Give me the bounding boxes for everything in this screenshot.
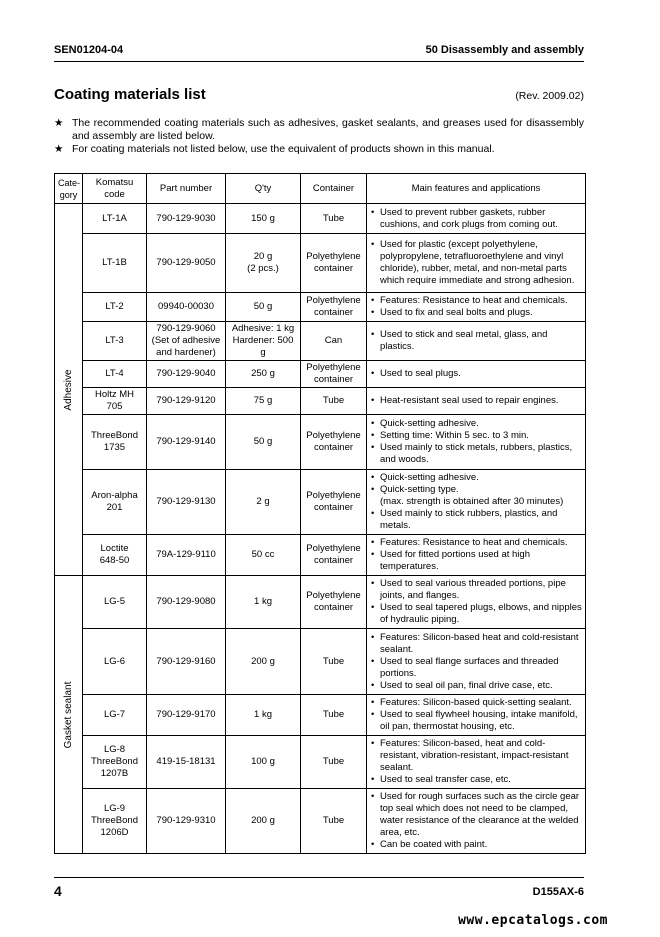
komatsu-code-cell: LG-6: [83, 629, 147, 695]
quantity-cell: 20 g (2 pcs.): [226, 234, 301, 293]
category-cell: [55, 204, 83, 576]
feature-item: • Features: Silicon-based heat and cold-resistant sealant.: [371, 632, 582, 656]
quantity-cell: 50 g: [226, 293, 301, 322]
komatsu-code-cell: Holtz MH 705: [83, 388, 147, 415]
quantity-cell: 1 kg: [226, 695, 301, 736]
container-cell: Tube: [301, 204, 367, 234]
table-row: [55, 204, 586, 234]
quantity-cell: 2 g: [226, 470, 301, 535]
part-number-cell: 790-129-9310: [147, 789, 226, 854]
table-header-row: [55, 174, 586, 204]
table-row: [55, 789, 586, 854]
feature-item: • Used to seal flange surfaces and threaded portions.: [371, 656, 582, 680]
komatsu-code-cell: LG-8 ThreeBond 1207B: [83, 736, 147, 789]
komatsu-code-cell: LT-1A: [83, 204, 147, 234]
header-features: Main features and applications: [367, 174, 586, 204]
table-row: [55, 293, 586, 322]
features-cell: [367, 470, 586, 535]
note-1: [54, 117, 584, 143]
komatsu-code-cell: LT-3: [83, 322, 147, 361]
komatsu-code-cell: ThreeBond 1735: [83, 415, 147, 470]
container-cell: Polyethylene container: [301, 234, 367, 293]
part-number-cell: 790-129-9160: [147, 629, 226, 695]
quantity-cell: 50 g: [226, 415, 301, 470]
part-number-cell: 790-129-9040: [147, 361, 226, 388]
features-cell: [367, 535, 586, 576]
features-cell: [367, 415, 586, 470]
features-cell: [367, 629, 586, 695]
komatsu-code-cell: LG-5: [83, 576, 147, 629]
container-cell: Polyethylene container: [301, 470, 367, 535]
part-number-cell: 790-129-9060 (Set of adhesive and hardener): [147, 322, 226, 361]
header-code: Komatsu code: [83, 174, 147, 204]
feature-item: • Used mainly to stick rubbers, plastics, and metals.: [371, 508, 582, 532]
section-title: 50 Disassembly and assembly: [425, 44, 584, 56]
part-number-cell: 790-129-9120: [147, 388, 226, 415]
part-number-cell: 09940-00030: [147, 293, 226, 322]
container-cell: Tube: [301, 388, 367, 415]
document-id: SEN01204-04: [54, 44, 124, 56]
category-label: Adhesive: [62, 368, 74, 411]
feature-item: • Used to seal oil pan, final drive case, etc.: [371, 680, 582, 692]
feature-item: • Used to seal flywheel housing, intake manifold, oil pan, thermostat housing, etc.: [371, 709, 582, 733]
feature-item: • Quick-setting type. (max. strength is obtained after 30 minutes): [371, 484, 582, 508]
feature-item: • Used mainly to stick metals, rubbers, plastics, and woods.: [371, 442, 582, 466]
komatsu-code-cell: Aron-alpha 201: [83, 470, 147, 535]
part-number-cell: 790-129-9050: [147, 234, 226, 293]
features-cell: [367, 789, 586, 854]
revision-label: (Rev. 2009.02): [515, 90, 584, 102]
quantity-cell: 50 cc: [226, 535, 301, 576]
header-qty: Q'ty: [226, 174, 301, 204]
feature-item: • Used to stick and seal metal, glass, and plastics.: [371, 329, 582, 353]
features-cell: [367, 576, 586, 629]
features-cell: [367, 322, 586, 361]
part-number-cell: 79A-129-9110: [147, 535, 226, 576]
feature-item: • Quick-setting adhesive.: [371, 418, 582, 430]
quantity-cell: 1 kg: [226, 576, 301, 629]
star-icon: ★: [54, 117, 64, 129]
feature-item: • Used to seal various threaded portions, pipe joints, and flanges.: [371, 578, 582, 602]
container-cell: Tube: [301, 736, 367, 789]
page-number: 4: [54, 883, 62, 899]
table-row: [55, 388, 586, 415]
category-cell: [55, 576, 83, 854]
features-cell: [367, 388, 586, 415]
header-category: Cate-gory: [55, 174, 83, 204]
feature-item: • Used to seal transfer case, etc.: [371, 774, 582, 786]
model-number: D155AX-6: [532, 886, 584, 898]
container-cell: Polyethylene container: [301, 293, 367, 322]
feature-item: • Used for fitted portions used at high temperatures.: [371, 549, 582, 573]
quantity-cell: 250 g: [226, 361, 301, 388]
table-row: [55, 629, 586, 695]
feature-item: • Setting time: Within 5 sec. to 3 min.: [371, 430, 582, 442]
komatsu-code-cell: LG-9 ThreeBond 1206D: [83, 789, 147, 854]
header-container: Container: [301, 174, 367, 204]
part-number-cell: 790-129-9170: [147, 695, 226, 736]
quantity-cell: 100 g: [226, 736, 301, 789]
page-title: Coating materials list: [54, 86, 206, 103]
feature-item: • Can be coated with paint.: [371, 839, 582, 851]
komatsu-code-cell: LT-2: [83, 293, 147, 322]
features-cell: [367, 234, 586, 293]
note-2: [54, 143, 584, 156]
table-row: [55, 322, 586, 361]
table-row: [55, 576, 586, 629]
container-cell: Polyethylene container: [301, 535, 367, 576]
quantity-cell: Adhesive: 1 kg Hardener: 500 g: [226, 322, 301, 361]
komatsu-code-cell: Loctite 648-50: [83, 535, 147, 576]
quantity-cell: 200 g: [226, 629, 301, 695]
komatsu-code-cell: LG-7: [83, 695, 147, 736]
part-number-cell: 790-129-9030: [147, 204, 226, 234]
part-number-cell: 790-129-9130: [147, 470, 226, 535]
feature-item: • Used to seal plugs.: [371, 368, 582, 380]
feature-item: • Heat-resistant seal used to repair engines.: [371, 395, 582, 407]
quantity-cell: 75 g: [226, 388, 301, 415]
note-text: The recommended coating materials such as adhesives, gasket sealants, and greases used for disassembly and assembly are listed below.: [72, 117, 584, 142]
table-row: [55, 415, 586, 470]
table-row: [55, 736, 586, 789]
container-cell: Tube: [301, 629, 367, 695]
part-number-cell: 790-129-9140: [147, 415, 226, 470]
part-number-cell: 419-15-18131: [147, 736, 226, 789]
features-cell: [367, 293, 586, 322]
container-cell: Polyethylene container: [301, 576, 367, 629]
note-text: For coating materials not listed below, use the equivalent of products shown in this manual.: [72, 143, 495, 155]
table-row: [55, 361, 586, 388]
feature-item: • Used for rough surfaces such as the circle gear top seal which does not need to be clamped, water resistance of the clearance at the welded area, etc.: [371, 791, 582, 839]
quantity-cell: 150 g: [226, 204, 301, 234]
features-cell: [367, 695, 586, 736]
feature-item: • Features: Resistance to heat and chemicals.: [371, 295, 582, 307]
feature-item: • Used to seal tapered plugs, elbows, and nipples of hydraulic piping.: [371, 602, 582, 626]
features-cell: [367, 204, 586, 234]
features-cell: [367, 361, 586, 388]
komatsu-code-cell: LT-1B: [83, 234, 147, 293]
container-cell: Can: [301, 322, 367, 361]
container-cell: Polyethylene container: [301, 361, 367, 388]
feature-item: • Quick-setting adhesive.: [371, 472, 582, 484]
table-row: [55, 695, 586, 736]
category-label: Gasket sealant: [62, 681, 74, 748]
table-row: [55, 470, 586, 535]
header-part: Part number: [147, 174, 226, 204]
part-number-cell: 790-129-9080: [147, 576, 226, 629]
table-row: [55, 234, 586, 293]
coating-materials-table: [54, 173, 586, 854]
container-cell: Tube: [301, 695, 367, 736]
feature-item: • Features: Resistance to heat and chemicals.: [371, 537, 582, 549]
feature-item: • Used to fix and seal bolts and plugs.: [371, 307, 582, 319]
features-cell: [367, 736, 586, 789]
footer-rule: [54, 877, 584, 878]
quantity-cell: 200 g: [226, 789, 301, 854]
feature-item: • Features: Silicon-based quick-setting sealant.: [371, 697, 582, 709]
feature-item: • Used for plastic (except polyethylene, polypropylene, tetrafluoroethylene and vinyl chloride), rubber, metal, and non-metal parts which require immediate and strong adhesion.: [371, 239, 582, 287]
feature-item: • Features: Silicon-based, heat and cold-resistant, vibration-resistant, impact-resistant sealant.: [371, 738, 582, 774]
header-rule: [54, 61, 584, 62]
container-cell: Tube: [301, 789, 367, 854]
feature-item: • Used to prevent rubber gaskets, rubber cushions, and cork plugs from coming out.: [371, 207, 582, 231]
table-row: [55, 535, 586, 576]
watermark: www.epcatalogs.com: [458, 913, 608, 928]
star-icon: ★: [54, 143, 64, 155]
komatsu-code-cell: LT-4: [83, 361, 147, 388]
container-cell: Polyethylene container: [301, 415, 367, 470]
